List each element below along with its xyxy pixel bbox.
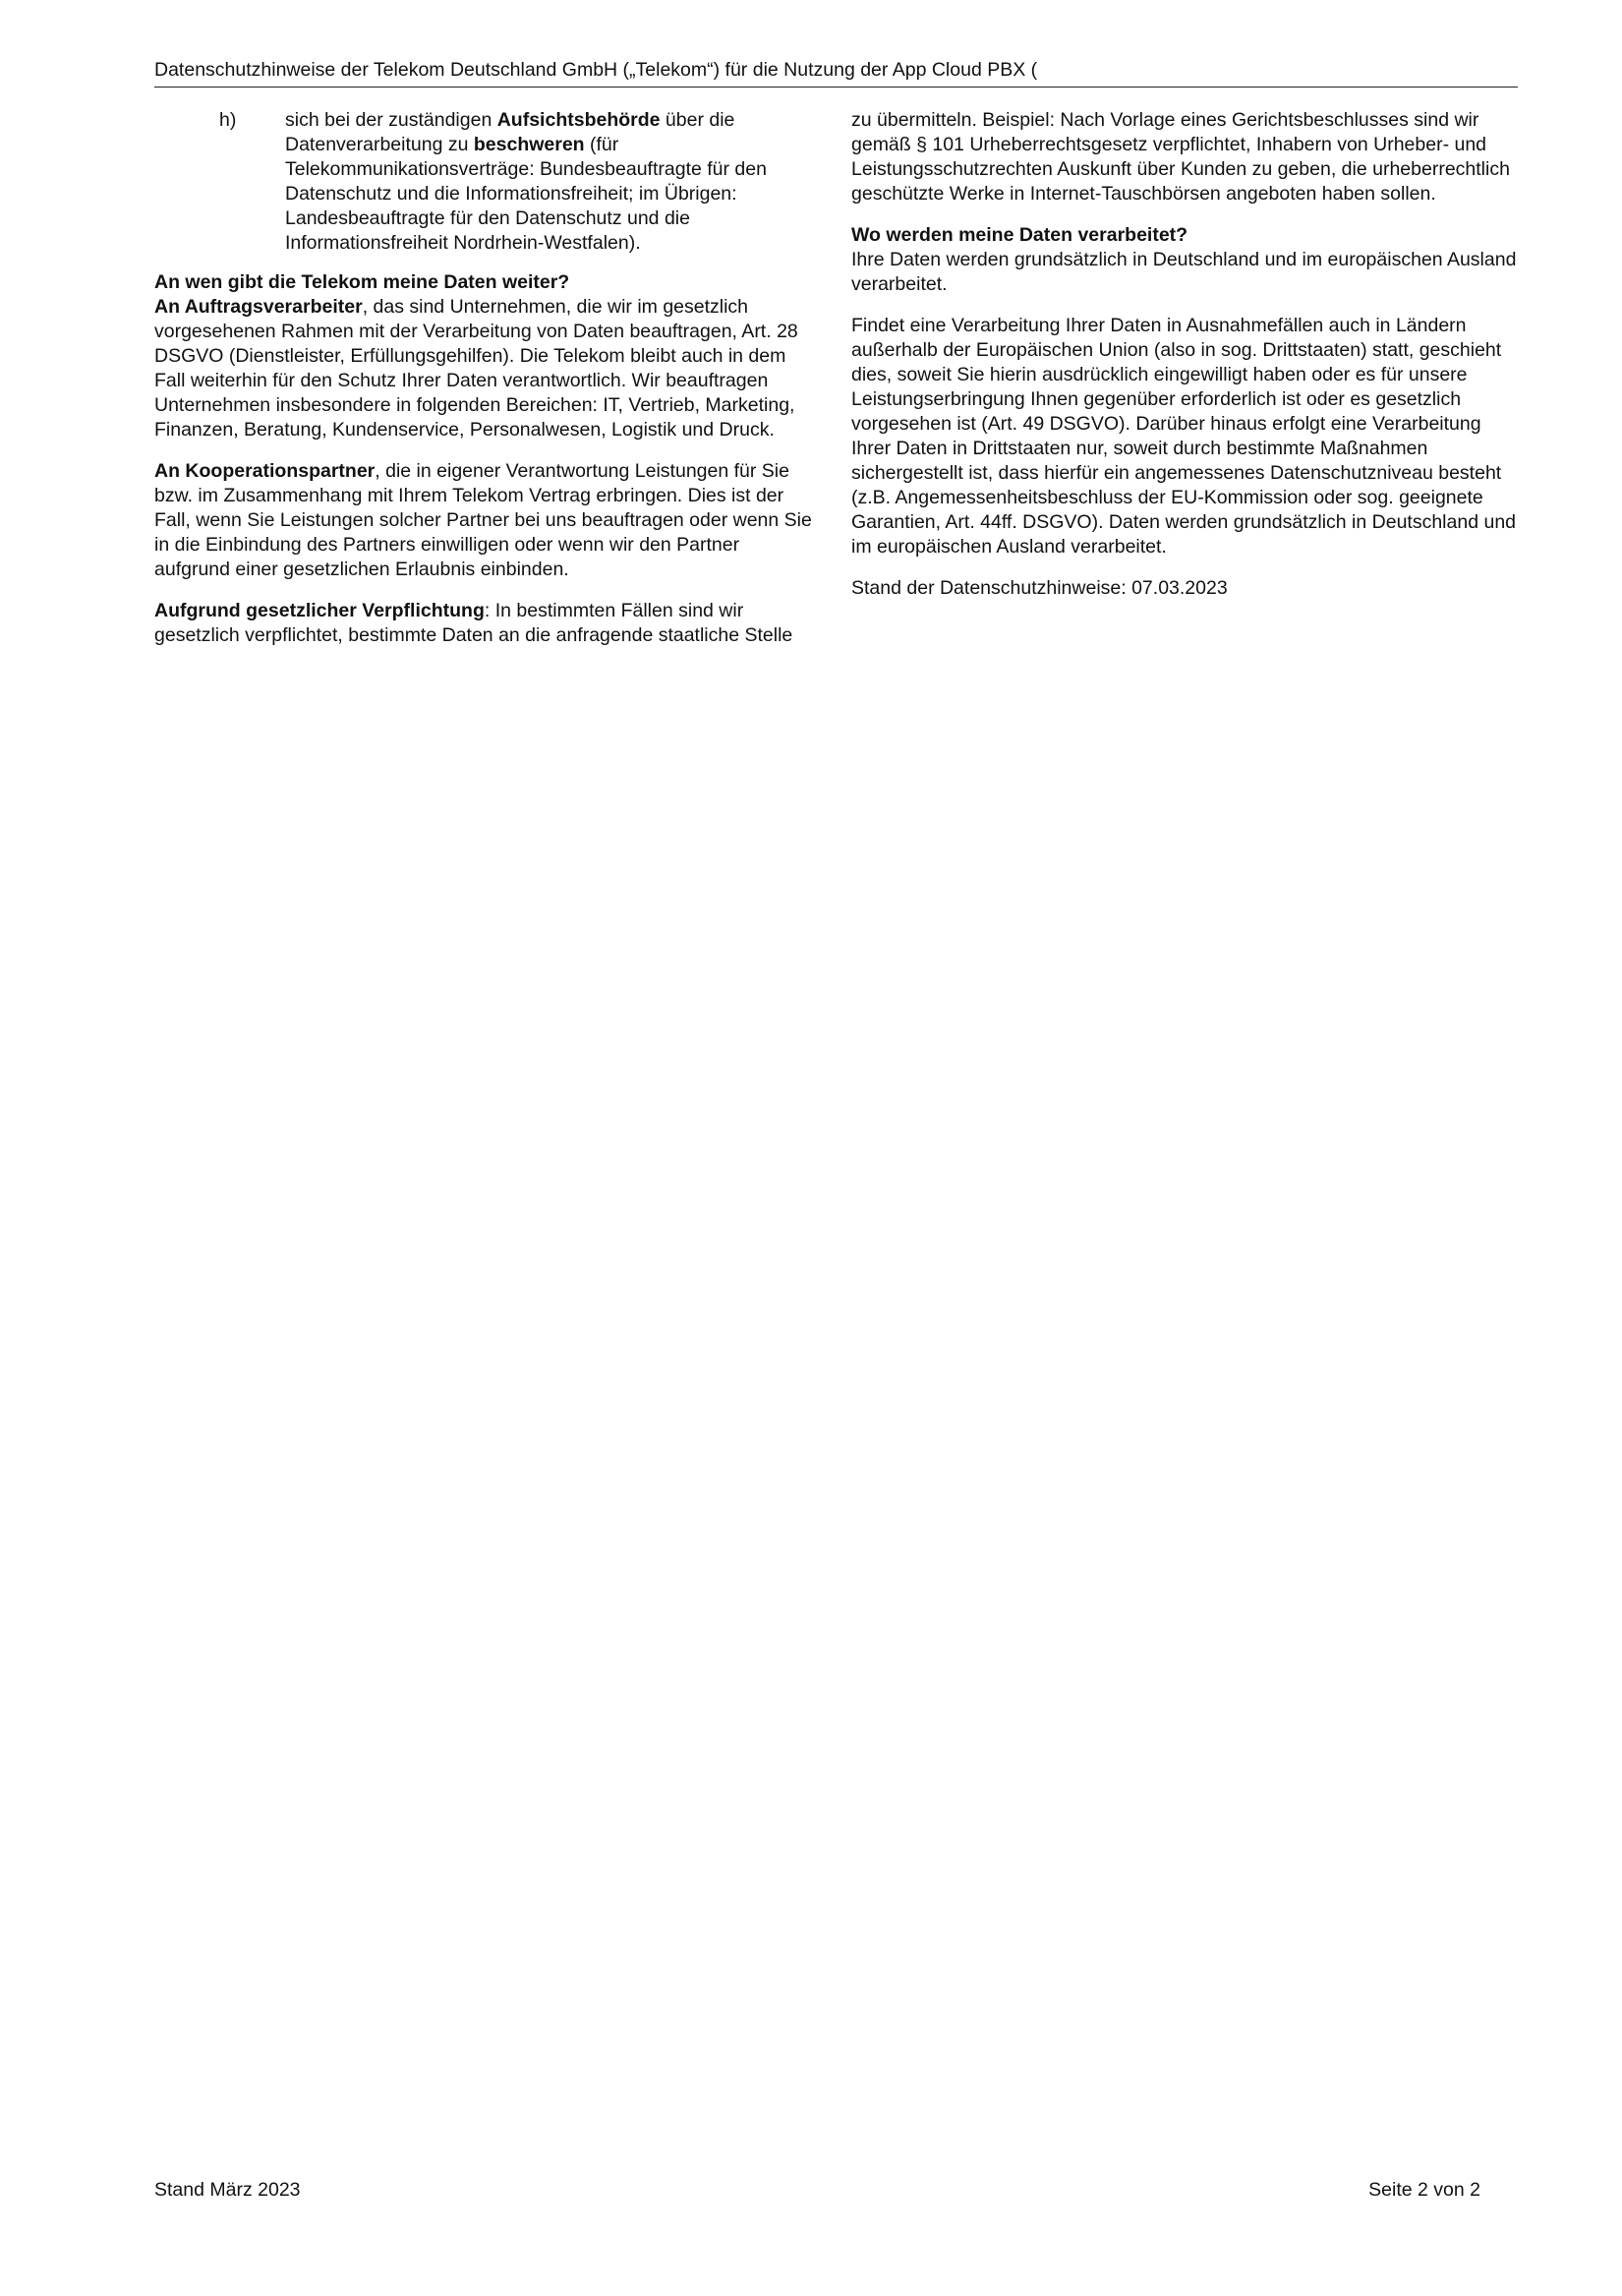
header-title: Datenschutzhinweise der Telekom Deutschland GmbH („Telekom“) für die Nutzung der App Cloud PBX ( — [154, 59, 1038, 81]
paragraph-processors — [154, 295, 819, 442]
list-text-part: (für Telekommunikationsverträge: Bundesbeauftragte für den Datenschutz und die Informationsfreiheit; im Übrigen: Landesbeauftragte für den Datenschutz und die Informationsfreiheit Nordrhein-Westfalen). — [285, 134, 767, 254]
section-heading: Wo werden meine Daten verarbeitet? — [851, 224, 1188, 246]
paragraph-bold-lead: Aufgrund gesetzlicher Verpflichtung — [154, 600, 485, 621]
paragraph-bold-lead: An Auftragsverarbeiter — [154, 296, 363, 318]
list-text-part: über die Datenverarbeitung zu — [285, 109, 735, 155]
right-column — [851, 108, 1518, 618]
paragraph-status-date: Stand der Datenschutzhinweise: 07.03.2023 — [851, 577, 1228, 599]
paragraph-text: : In bestimmten Fällen sind wir gesetzlich verpflichtet, bestimmte Daten an die anfragende staatliche Stelle — [154, 600, 793, 646]
section-heading: An wen gibt die Telekom meine Daten weiter? — [154, 271, 570, 293]
paragraph-text: , die in eigener Verantwortung Leistungen für Sie bzw. im Zusammenhang mit Ihrem Telekom Vertrag erbringen. Dies ist der Fall, wenn Sie Leistungen solcher Partner bei uns beauftragen oder wenn Sie in die Einbindung des Partners einwilligen oder wenn wir den Partner aufgrund einer gesetzlichen Erlaubnis einbinden. — [154, 460, 812, 580]
footer-page-number: Seite 2 von 2 — [1368, 2179, 1480, 2201]
left-column — [154, 108, 819, 665]
list-item-h — [154, 108, 819, 256]
list-marker: h) — [219, 109, 237, 131]
paragraph-legal-obligation — [154, 599, 819, 648]
list-text-part: sich bei der zuständigen — [285, 109, 497, 131]
section-data-recipients — [154, 270, 819, 648]
paragraph-continued: zu übermitteln. Beispiel: Nach Vorlage eines Gerichtsbeschlusses sind wir gemäß § 101 Urheberrechtsgesetz verpflichtet, Inhabern von Urheber- und Leistungsschutzrechten Auskunft über Kunden zu geben, die urheberrechtlich geschützte Werke in Internet-Tauschbörsen angeboten haben sollen. — [851, 109, 1510, 205]
list-item-text — [285, 108, 819, 256]
paragraph-text: , das sind Unternehmen, die wir im gesetzlich vorgesehenen Rahmen mit der Verarbeitung von Daten beauftragen, Art. 28 DSGVO (Dienstleister, Erfüllungsgehilfen). Die Telekom bleibt auch in dem Fall weiterhin für den Schutz Ihrer Daten verantwortlich. Wir beauftragen Unternehmen insbesondere in folgenden Bereichen: IT, Vertrieb, Marketing, Finanzen, Beratung, Kundenservice, Personalwesen, Logistik und Druck. — [154, 296, 798, 441]
paragraph-partners — [154, 459, 819, 582]
paragraph-bold-lead: An Kooperationspartner — [154, 460, 376, 482]
list-text-bold: beschweren — [473, 134, 585, 155]
paragraph-third-countries: Findet eine Verarbeitung Ihrer Daten in Ausnahmefällen auch in Ländern außerhalb der Europäischen Union (also in sog. Drittstaaten) statt, geschieht dies, soweit Sie hierin ausdrücklich eingewilligt haben oder es für unsere Leistungserbringung Ihnen gegenüber erforderlich ist oder es gesetzlich vorgesehen ist (Art. 49 DSGVO). Darüber hinaus erfolgt eine Verarbeitung Ihrer Daten in Drittstaaten nur, soweit durch bestimmte Maßnahmen sichergestellt ist, dass hierfür ein angemessenes Datenschutzniveau besteht (z.B. Angemessenheitsbeschluss der EU-Kommission oder sog. geeignete Garantien, Art. 44ff. DSGVO). Daten werden grundsätzlich in Deutschland und im europäischen Ausland verarbeitet. — [851, 315, 1517, 558]
page-header — [154, 56, 1518, 88]
section-processing-location — [851, 223, 1518, 601]
footer-date: Stand März 2023 — [154, 2179, 301, 2201]
paragraph-location: Ihre Daten werden grundsätzlich in Deutschland und im europäischen Ausland verarbeitet. — [851, 249, 1517, 295]
list-text-bold: Aufsichtsbehörde — [496, 109, 661, 131]
